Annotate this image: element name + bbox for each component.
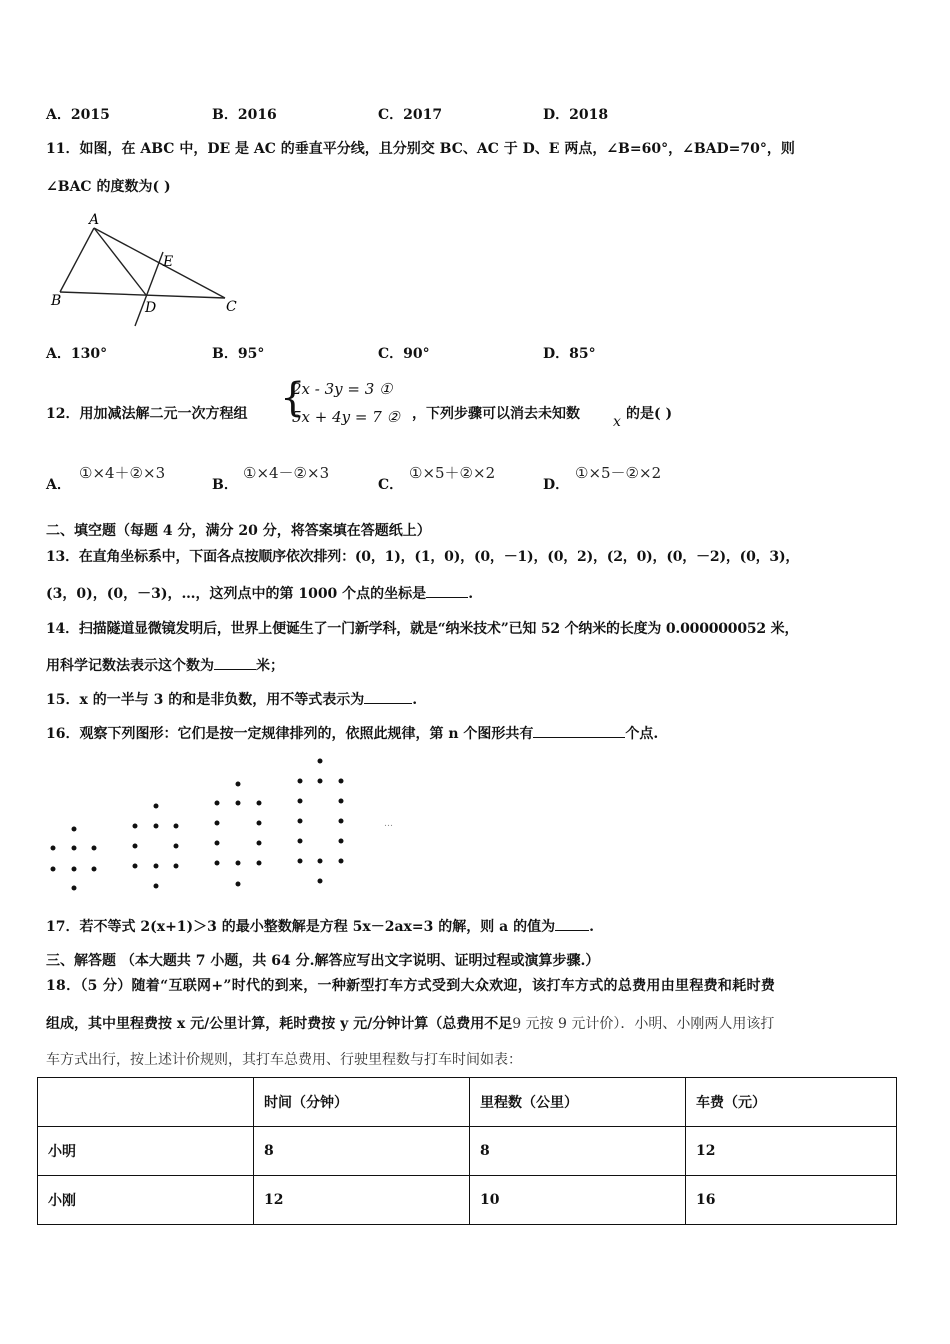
q12-option-a-expr: ①×4＋②×3: [79, 464, 166, 482]
segment-ad: [94, 228, 146, 295]
dot: [339, 799, 344, 804]
dot: [51, 867, 56, 872]
q16-text: 16．观察下列图形：它们是按一定规律排列的，依照此规律，第 n 个图形共有: [46, 726, 534, 742]
q10-option-a: A．2015: [46, 107, 110, 123]
dot: [339, 819, 344, 824]
q18-stem-line3: 车方式出行，按上述计价规则，其打车总费用、行驶里程数与打车时间如表：: [46, 1052, 522, 1068]
q10-option-d: D．2018: [543, 107, 609, 123]
dot: [318, 779, 323, 784]
dot: [257, 821, 262, 826]
dot: [318, 879, 323, 884]
q11-option-d: D．85°: [543, 346, 596, 362]
q16-stem: [46, 723, 658, 743]
q13-answer-blank: [426, 583, 468, 598]
q17-end: .: [589, 919, 594, 935]
dot: [215, 801, 220, 806]
label-a: A: [89, 212, 100, 228]
section2-title: 二、填空题（每题 4 分，满分 20 分，将答案填在答题纸上）: [46, 523, 431, 539]
q18-line2-light: 9 元按 9 元计价）．小明、小刚两人用该打: [512, 1016, 775, 1032]
q17-stem: [46, 916, 594, 936]
q11-option-a: A．130°: [46, 346, 108, 362]
dot: [72, 827, 77, 832]
q11-stem-line2: ∠BAC 的度数为( ): [46, 179, 171, 195]
q12-option-c-expr: ①×5＋②×2: [409, 464, 496, 482]
table-header-cell: 车费（元）: [686, 1078, 897, 1127]
segment-bc: [60, 292, 225, 298]
dot: [154, 824, 159, 829]
table-cell: 8: [470, 1127, 686, 1176]
table-row: [38, 1176, 897, 1225]
q10-option-b: B．2016: [212, 107, 277, 123]
dot: [257, 801, 262, 806]
dot: [298, 779, 303, 784]
q12-stem-prefix: 12．用加减法解二元一次方程组: [46, 406, 248, 422]
dot: [72, 867, 77, 872]
dot: [72, 886, 77, 891]
dot: [236, 861, 241, 866]
label-b: B: [51, 293, 62, 309]
q12-option-b-letter: B．: [212, 477, 238, 493]
q14-line2-end: 米；: [256, 658, 284, 674]
dot: [92, 867, 97, 872]
q12-equation-2: 5x + 4y = 7 ②: [292, 408, 400, 426]
q18-line2-bold: 组成，其中里程费按 x 元/公里计算，耗时费按 y 元/分钟计算（总费用不足: [46, 1016, 513, 1032]
q17-text: 17．若不等式 2(x+1)＞3 的最小整数解是方程 5x－2ax=3 的解，则 a 的值为: [46, 919, 556, 935]
dot: [215, 861, 220, 866]
q12-equation-1: 2x - 3y = 3 ①: [292, 380, 393, 398]
dot: [298, 819, 303, 824]
dot: [72, 846, 77, 851]
q14-answer-blank: [214, 655, 256, 670]
q12-stem-suffix: ，下列步骤可以消去未知数: [412, 406, 580, 422]
dot: [215, 821, 220, 826]
label-e: E: [163, 254, 174, 270]
table-header-cell: 时间（分钟）: [254, 1078, 470, 1127]
dot: [236, 782, 241, 787]
q12-variable: x: [613, 414, 621, 430]
dot: [236, 801, 241, 806]
q12-option-d-letter: D．: [543, 477, 570, 493]
dot: [133, 844, 138, 849]
dot: [92, 846, 97, 851]
q14-line2-text: 用科学记数法表示这个数为: [46, 658, 214, 674]
label-c: C: [226, 299, 237, 315]
table-cell: 16: [686, 1176, 897, 1225]
dot: [154, 804, 159, 809]
table-cell: 小刚: [38, 1176, 254, 1225]
q10-option-c: C．2017: [378, 107, 443, 123]
dot: [154, 864, 159, 869]
table-cell: 小明: [38, 1127, 254, 1176]
table-cell: 12: [686, 1127, 897, 1176]
dot: [339, 859, 344, 864]
dot: [339, 839, 344, 844]
table-cell: 12: [254, 1176, 470, 1225]
table-cell: 10: [470, 1176, 686, 1225]
dot: [257, 841, 262, 846]
dot: [174, 844, 179, 849]
table-header-cell: [38, 1078, 254, 1127]
dot: [298, 799, 303, 804]
dot: [318, 759, 323, 764]
q18-stem-line1: 18．（5 分）随着“互联网+”时代的到来，一种新型打车方式受到大众欢迎，该打车方式的总费用由里程费和耗时费: [46, 978, 776, 994]
table-header-row: [38, 1078, 897, 1127]
q16-answer-blank: [533, 723, 625, 738]
dot: [215, 841, 220, 846]
q12-option-b-expr: ①×4－②×3: [243, 464, 330, 482]
dot: [154, 884, 159, 889]
dot: [133, 824, 138, 829]
q15-text: 15．x 的一半与 3 的和是非负数，用不等式表示为: [46, 692, 365, 708]
q13-stem-line2: [46, 583, 473, 603]
q12-system-brace: {: [280, 375, 306, 421]
q11-option-b: B．95°: [212, 346, 265, 362]
q16-ellipsis: …: [384, 819, 393, 829]
dot: [298, 859, 303, 864]
dot: [174, 864, 179, 869]
q14-stem-line2: [46, 655, 284, 675]
q12-option-c-letter: C．: [378, 477, 404, 493]
section3-title: 三、解答题 （本大题共 7 小题，共 64 分.解答应写出文字说明、证明过程或演算步骤.）: [46, 953, 600, 969]
q16-dot-pattern-figure: [40, 750, 420, 900]
q13-line2-text: (3，0)，(0，－3)，…，这列点中的第 1000 个点的坐标是: [46, 586, 427, 602]
q13-line2-end: .: [468, 586, 474, 602]
segment-ab: [60, 228, 94, 292]
q15-answer-blank: [364, 689, 412, 704]
q18-stem-line2: [46, 1013, 774, 1033]
q15-stem: [46, 689, 417, 709]
dot: [51, 846, 56, 851]
table-header-cell: 里程数（公里）: [470, 1078, 686, 1127]
table-cell: 8: [254, 1127, 470, 1176]
q16-end: 个点.: [625, 726, 659, 742]
dot: [318, 859, 323, 864]
dot: [174, 824, 179, 829]
q11-stem-line1: 11．如图，在 ABC 中，DE 是 AC 的垂直平分线，且分别交 BC、AC 于 D、E 两点，∠B=60°，∠BAD=70°，则: [46, 141, 795, 157]
dot: [257, 861, 262, 866]
dot: [236, 882, 241, 887]
q12-option-a-letter: A．: [46, 477, 71, 493]
q17-answer-blank: [555, 916, 589, 931]
q14-stem-line1: 14．扫描隧道显微镜发明后，世界上便诞生了一门新学科，就是“纳米技术”已知 52 个纳米的长度为 0.000000052 米，: [46, 621, 799, 637]
q11-triangle-figure: [45, 208, 245, 333]
fare-table: [37, 1077, 897, 1225]
q11-option-c: C．90°: [378, 346, 430, 362]
label-d: D: [145, 300, 157, 316]
dot: [339, 779, 344, 784]
q13-stem-line1: 13．在直角坐标系中，下面各点按顺序依次排列：(0，1)，(1，0)，(0，－1)，(0，2)，(2，0)，(0，－2)，(0，3)，: [46, 549, 800, 565]
dot: [298, 839, 303, 844]
q15-end: .: [412, 692, 418, 708]
q12-option-d-expr: ①×5－②×2: [575, 464, 662, 482]
q12-stem-suffix2: 的是( ): [626, 406, 673, 422]
dot: [133, 864, 138, 869]
table-row: [38, 1127, 897, 1176]
